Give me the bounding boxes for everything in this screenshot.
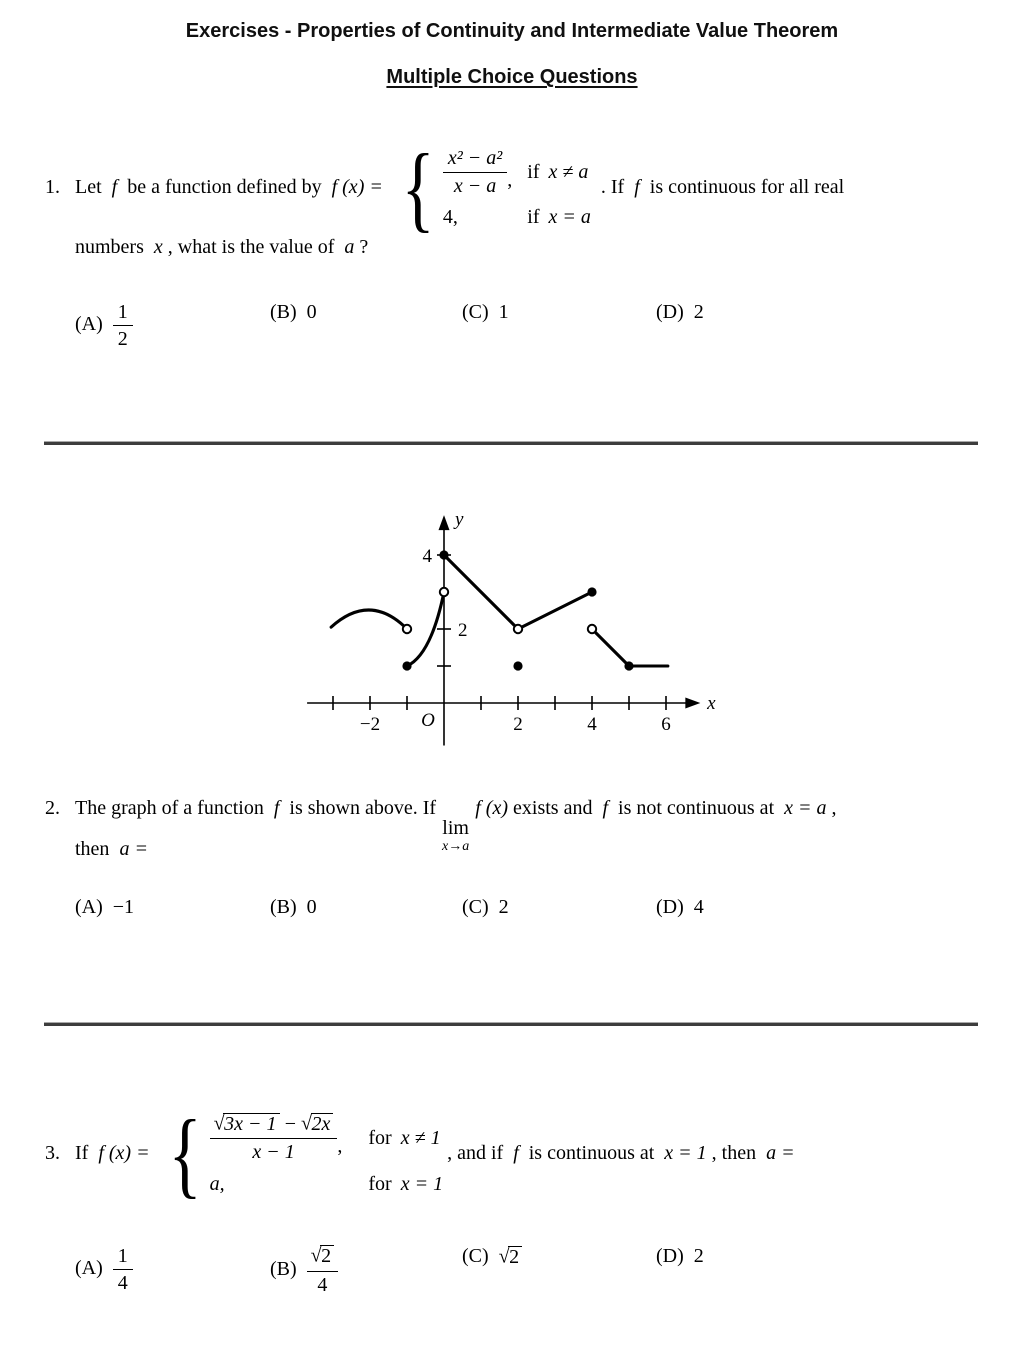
question-2-line-2: then a =	[75, 838, 148, 860]
question-number: 2.	[45, 797, 60, 819]
piecewise-function	[162, 1100, 444, 1207]
piecewise-function	[395, 134, 591, 241]
svg-text:4: 4	[587, 714, 597, 735]
section-divider	[44, 1022, 978, 1026]
left-brace: {	[401, 134, 435, 241]
svg-text:x: x	[707, 693, 716, 714]
math-f: f	[273, 797, 280, 819]
question-1-line-2: numbers x , what is the value of a ?	[75, 236, 369, 258]
q1-option-c: (C) 1	[462, 301, 509, 323]
fraction: √ 3x − 1 − √ 2x x − 1	[210, 1113, 338, 1164]
math-expr: x = a	[784, 797, 827, 819]
piecewise-case-1-condition: for x ≠ 1	[368, 1126, 441, 1149]
piecewise-case-1-value: √ 3x − 1 − √ 2x x − 1 ,	[210, 1113, 343, 1164]
q2-option-a: (A) −1	[75, 896, 135, 918]
fraction: √ 2 4	[307, 1245, 338, 1296]
piecewise-case-2-value: 4,	[442, 206, 458, 229]
section-divider	[44, 441, 978, 445]
q1-option-b: (B) 0	[270, 301, 317, 323]
piecewise-case-1-condition: if x ≠ a	[527, 160, 589, 183]
piecewise-case-1-value: $\frac{\text{x² − a²}}{x - a}$ ,	[443, 147, 512, 197]
radical: √ 2x	[301, 1113, 333, 1136]
svg-text:4: 4	[422, 546, 432, 567]
figure-graph	[298, 508, 730, 760]
math-fx-equals: f (x) =	[331, 175, 383, 198]
piecewise-case-2-condition: for x = 1	[368, 1172, 444, 1195]
question-number: 3.	[45, 1141, 60, 1164]
radical: √ 3x − 1	[214, 1113, 280, 1136]
math-fx-equals: f (x) =	[98, 1141, 150, 1164]
svg-text:O: O	[421, 710, 435, 731]
math-f: f	[634, 175, 640, 198]
page-title: Exercises - Properties of Continuity and Intermediate Value Theorem	[185, 20, 839, 42]
math-expr: x = 1	[664, 1141, 707, 1164]
svg-text:−2: −2	[359, 714, 381, 735]
page-subtitle: Multiple Choice Questions	[386, 66, 638, 88]
radical: √ 2	[499, 1246, 522, 1269]
q3-option-b: (B) √ 2 4	[270, 1245, 338, 1296]
q1-option-a: (A) $\frac{1}{2}$	[75, 301, 133, 351]
math-f: f	[602, 797, 609, 819]
q3-option-d: (D) 2	[656, 1245, 704, 1267]
q1-option-d: (D) 2	[656, 301, 704, 323]
fraction: $\frac{1}{2}$	[113, 301, 133, 351]
math-f: f	[111, 175, 118, 198]
fraction: $\frac{\text{x² − a²}}{x - a}$	[443, 147, 507, 197]
math-fx: f (x)	[475, 797, 509, 819]
svg-text:6: 6	[661, 714, 671, 735]
piecewise-case-2-condition: if x = a	[527, 206, 591, 229]
question-number: 1.	[45, 175, 60, 198]
svg-text:2: 2	[458, 620, 468, 641]
piecewise-case-2-value: a,	[209, 1172, 225, 1195]
fraction: $\frac{1}{4}$	[113, 1245, 133, 1295]
question-3-line-1: 3. If f (x) = { √ 3x − 1 − √ 2x x − 1 , for x ≠ 1 a, for x = 1 , and if f is continuous at x = 1 , then a =	[45, 1100, 795, 1207]
limit-notation: lim x→a	[442, 817, 470, 854]
question-1-line-1: 1. Let f be a function defined by f (x) = { $\frac{\text{x² − a²}}{x - a}$ , if x ≠ a 4, if x = a . If f is continuous for all real	[45, 134, 845, 241]
question-2-line-1: 2. The graph of a function f is shown above. If lim x→a f (x) exists and f is not continuous at x = a ,	[45, 797, 837, 854]
left-brace: {	[168, 1100, 202, 1207]
q3-option-a: (A) $\frac{1}{4}$	[75, 1245, 133, 1295]
q2-option-d: (D) 4	[656, 896, 704, 918]
svg-text:y: y	[455, 509, 464, 531]
svg-text:2: 2	[513, 714, 523, 735]
radical: √ 2	[311, 1245, 334, 1268]
function-graph	[298, 508, 730, 760]
q2-option-b: (B) 0	[270, 896, 317, 918]
q2-option-c: (C) 2	[462, 896, 509, 918]
math-f: f	[513, 1141, 519, 1164]
q3-option-c: (C) √ 2	[462, 1245, 522, 1269]
